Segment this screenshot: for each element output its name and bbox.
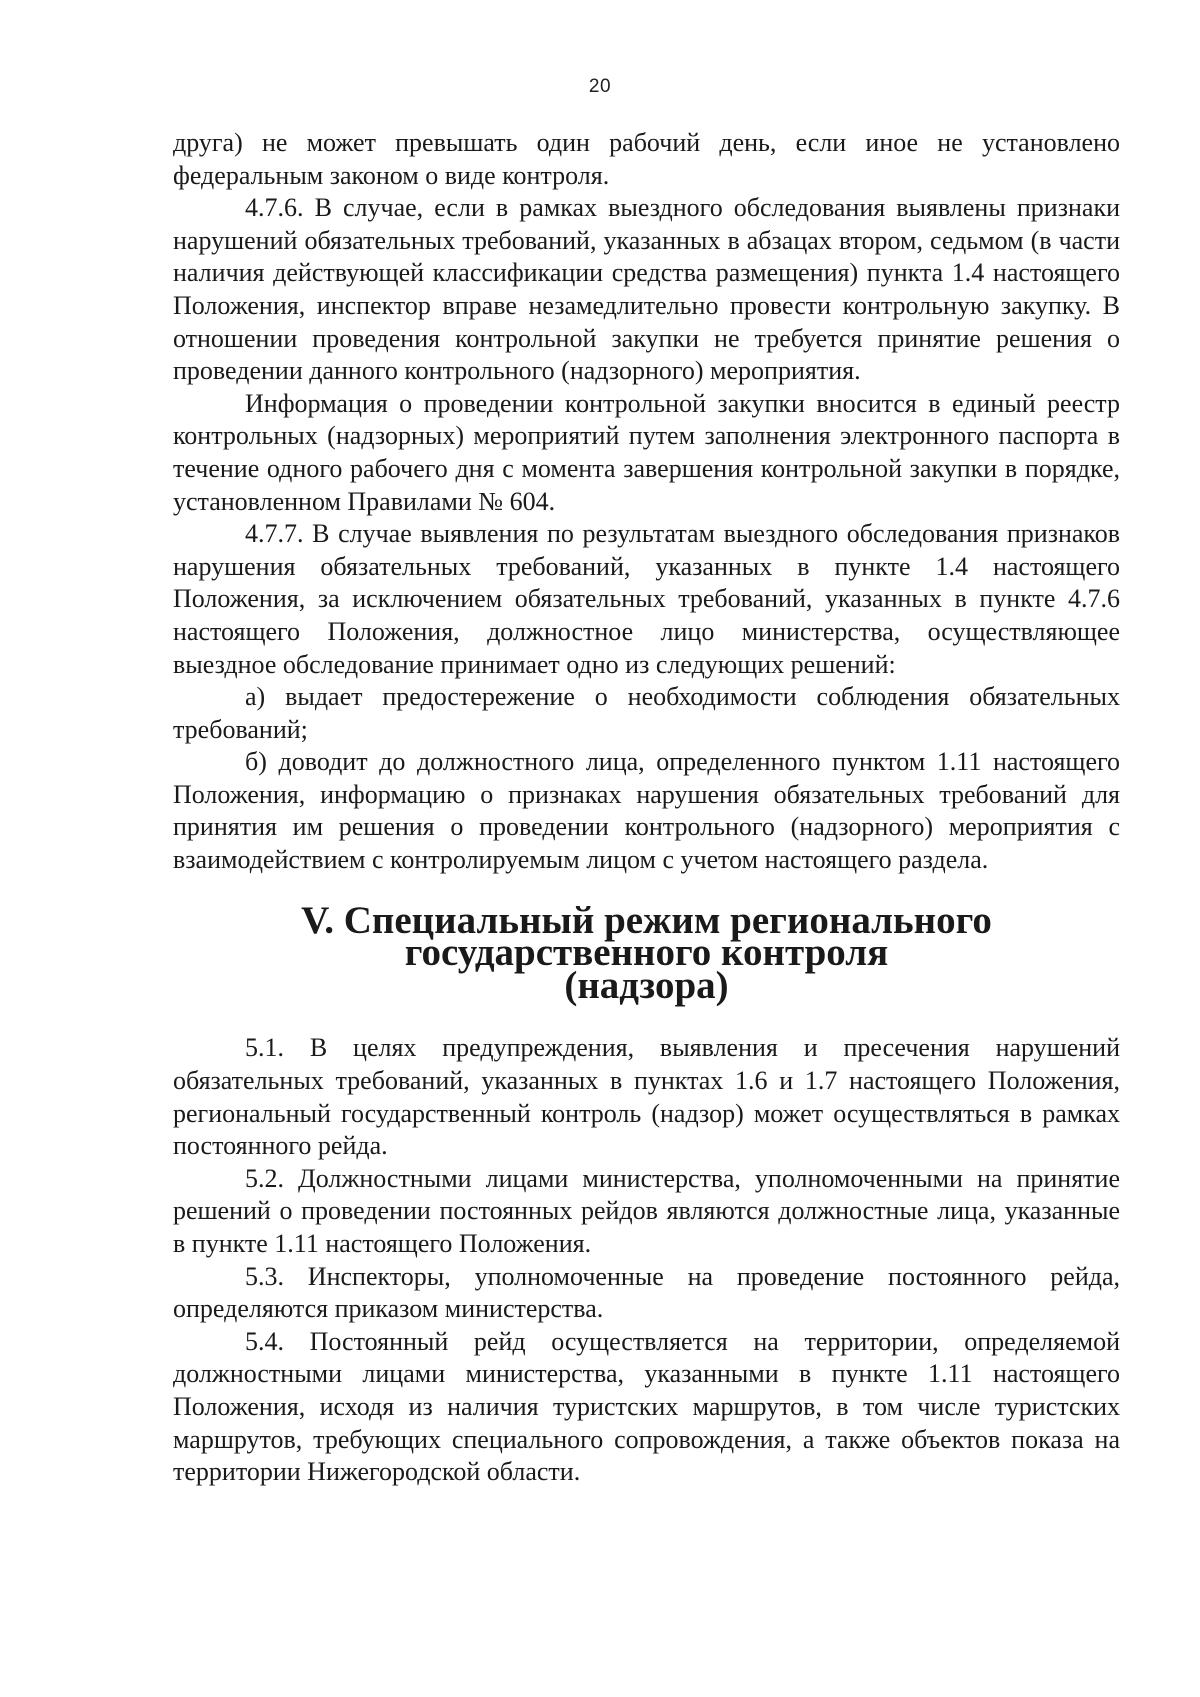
- paragraph-5-2: 5.2. Должностными лицами министерства, уполномоченными на принятие решений о проведении постоянных рейдов являются должностные лица, указанные в пункте 1.11 настоящего Положения.: [173, 1163, 1120, 1258]
- paragraph-4-7-6: 4.7.6. В случае, если в рамках выездного обследования выявлены признаки нарушений обязательных требований, указанных в абзацах втором, седьмом (в части наличия действующей классификации средства размещения) пункта 1.4 настоящего Положения, инспектор вправе незамедлительно провести контрольную закупку. В отношении проведения контрольной закупки не требуется принятие решения о проведении данного контрольного (надзорного) мероприятия.: [173, 193, 1120, 386]
- paragraph-4-7-7: 4.7.7. В случае выявления по результатам выездного обследования признаков нарушения обязательных требований, указанных в пункте 1.4 настоящего Положения, за исключением обязательных требований, указанных в пункте 4.7.6 настоящего Положения, должностное лицо министерства, осуществляющее выездное обследование принимает одно из следующих решений:: [173, 519, 1120, 679]
- paragraph-item-b: б) доводит до должностного лица, определенного пунктом 1.11 настоящего Положения, информацию о признаках нарушения обязательных требований для принятия им решения о проведении контрольного (надзорного) мероприятия с взаимодействием с контролируемым лицом с учетом настоящего раздела.: [173, 747, 1120, 875]
- page-number: 20: [588, 76, 612, 97]
- document-body: [173, 127, 1120, 1489]
- paragraph-5-4: 5.4. Постоянный рейд осуществляется на территории, определяемой должностными лицами министерства, указанными в пункте 1.11 настоящего Положения, исходя из наличия туристских маршрутов, в том числе туристских маршрутов, требующих специального сопровождения, а также объектов показа на территории Нижегородской области.: [173, 1326, 1120, 1487]
- paragraph-5-3: 5.3. Инспекторы, уполномоченные на проведение постоянного рейда, определяются приказом министерства.: [173, 1261, 1120, 1324]
- paragraph-5-1: 5.1. В целях предупреждения, выявления и пресечения нарушений обязательных требований, указанных в пунктах 1.6 и 1.7 настоящего Положения, региональный государственный контроль (надзор) может осуществляться в рамках постоянного рейда.: [173, 1033, 1120, 1161]
- paragraph-item-a: а) выдает предостережение о необходимости соблюдения обязательных требований;: [173, 682, 1120, 744]
- paragraph-continuation: друга) не может превышать один рабочий день, если иное не установлено федеральным законом о виде контроля.: [173, 128, 1120, 190]
- paragraph-control-purchase-info: Информация о проведении контрольной закупки вносится в единый реестр контрольных (надзорных) мероприятий путем заполнения электронного паспорта в течение одного рабочего дня с момента завершения контрольной закупки в порядке, установленном Правилами № 604.: [173, 388, 1120, 516]
- section-heading: [173, 898, 1120, 1007]
- section-heading-line-1: V. Специальный режим регионального государственного контроля: [301, 898, 992, 975]
- section-heading-line-2: (надзора): [564, 963, 729, 1007]
